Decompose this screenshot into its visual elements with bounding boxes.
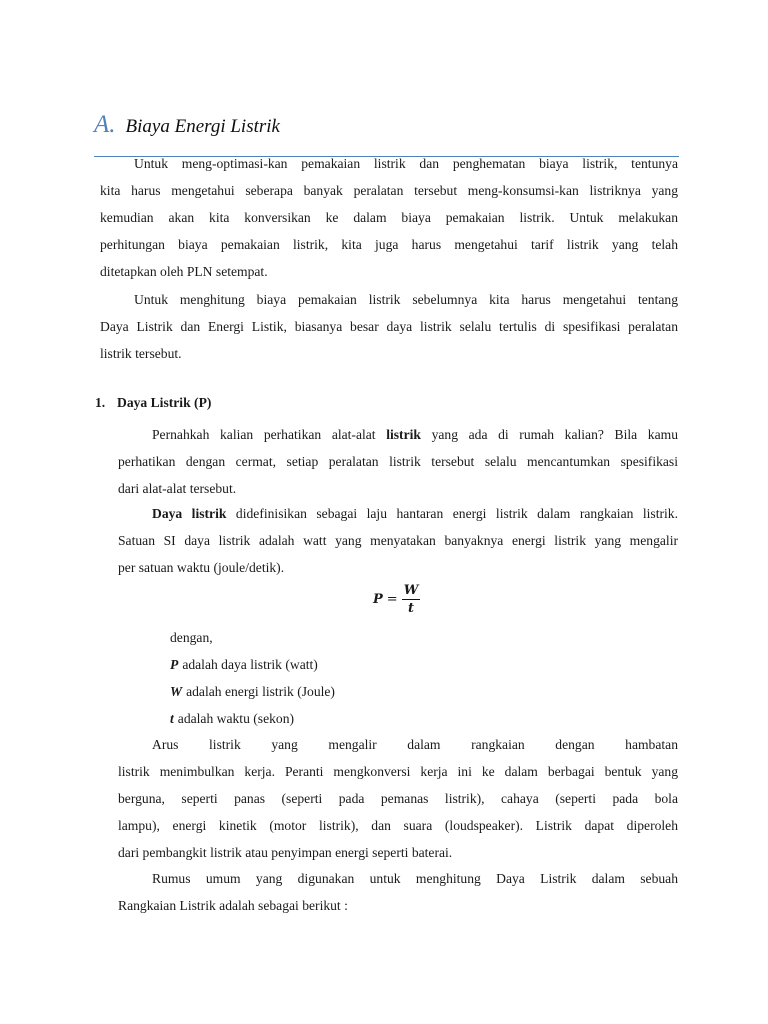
heading-letter: A. — [94, 111, 116, 138]
section-number: 1. — [95, 395, 106, 410]
section-1-title — [95, 395, 211, 411]
text-line: perhitungan biaya pemakaian listrik, kita juga harus mengetahui tarif listrik yang telah — [100, 237, 678, 252]
section-title: Daya Listrik (P) — [117, 395, 212, 410]
definition-text: adalah waktu (sekon) — [177, 711, 295, 726]
text-run: yang ada di rumah kalian? Bila kamu — [431, 427, 678, 442]
definition-text: adalah energi listrik (Joule) — [186, 684, 335, 699]
text-line: listrik menimbulkan kerja. Peranti mengkonversi kerja ini ke dalam berbagai bentuk yang — [118, 764, 678, 779]
text-line: Daya Listrik dan Energi Listik, biasanya besar daya listrik selalu tertulis di spesifikasi peralatan — [100, 319, 678, 334]
heading-title: Biaya Energi Listrik — [125, 116, 280, 137]
text-line: dari pembangkit listrik atau penyimpan energi seperti baterai. — [118, 845, 453, 860]
definition-symbol: W — [170, 684, 183, 699]
definition-symbol: t — [170, 711, 174, 726]
text-line: kemudian akan kita konversikan ke dalam biaya pemakaian listrik. Untuk melakukan — [100, 210, 678, 225]
formula-denominator: t — [407, 601, 414, 616]
text-line: listrik tersebut. — [100, 346, 182, 361]
text-line: Rumus umum yang digunakan untuk menghitung Daya Listrik dalam sebuah — [152, 871, 678, 886]
section-heading — [94, 111, 280, 139]
text-line: kita harus mengetahui seberapa banyak peralatan tersebut meng-konsumsi-kan listriknya yang — [100, 183, 678, 198]
definition-symbol: P — [170, 657, 179, 672]
definition-item — [170, 705, 335, 732]
bold-term: Daya listrik — [152, 506, 227, 521]
text-line: Rangkaian Listrik adalah sebagai berikut : — [118, 898, 348, 913]
text-line: perhatikan dengan cermat, setiap peralatan listrik tersebut selalu mencantumkan spesifikasi — [118, 454, 678, 469]
text-line: Untuk menghitung biaya pemakaian listrik sebelumnya kita harus mengetahui tentang — [134, 292, 678, 307]
bold-term: listrik — [386, 427, 421, 442]
paragraph-alat-listrik — [118, 421, 678, 502]
text-line: per satuan waktu (joule/detik). — [118, 560, 285, 575]
text-line — [118, 500, 678, 527]
paragraph-rumus-umum — [118, 865, 678, 919]
definitions-intro: dengan, — [170, 630, 213, 645]
text-line: Satuan SI daya listrik adalah watt yang menyatakan banyaknya energi listrik yang mengalir — [118, 533, 678, 548]
text-line: dari alat-alat tersebut. — [118, 481, 237, 496]
formula-fraction — [402, 583, 421, 616]
text-line: berguna, seperti panas (seperti pada pemanas listrik), cahaya (seperti pada bola — [118, 791, 678, 806]
text-line: Untuk meng-optimasi-kan pemakaian listrik dan penghematan biaya listrik, tentunya — [134, 156, 678, 171]
formula-equals: = — [386, 592, 398, 607]
intro-paragraph-2 — [100, 286, 678, 367]
intro-paragraph-1 — [100, 150, 678, 285]
variable-definitions — [170, 624, 335, 732]
formula-numerator: W — [403, 583, 419, 598]
definition-item — [170, 678, 335, 705]
formula-lhs: P — [373, 592, 383, 607]
text-line: Arus listrik yang mengalir dalam rangkaian dengan hambatan — [152, 737, 678, 752]
text-line: lampu), energi kinetik (motor listrik), dan suara (loudspeaker). Listrik dapat diperoleh — [118, 818, 678, 833]
paragraph-definisi-daya — [118, 500, 678, 581]
definition-item — [170, 651, 335, 678]
text-run: Pernahkah kalian perhatikan alat-alat — [152, 427, 376, 442]
definition-text: adalah daya listrik (watt) — [182, 657, 318, 672]
text-line — [118, 421, 678, 448]
text-run: didefinisikan sebagai laju hantaran energi listrik dalam rangkaian listrik. — [235, 506, 679, 521]
paragraph-arus-listrik — [118, 731, 678, 866]
text-line: ditetapkan oleh PLN setempat. — [100, 264, 268, 279]
power-formula — [373, 583, 420, 616]
